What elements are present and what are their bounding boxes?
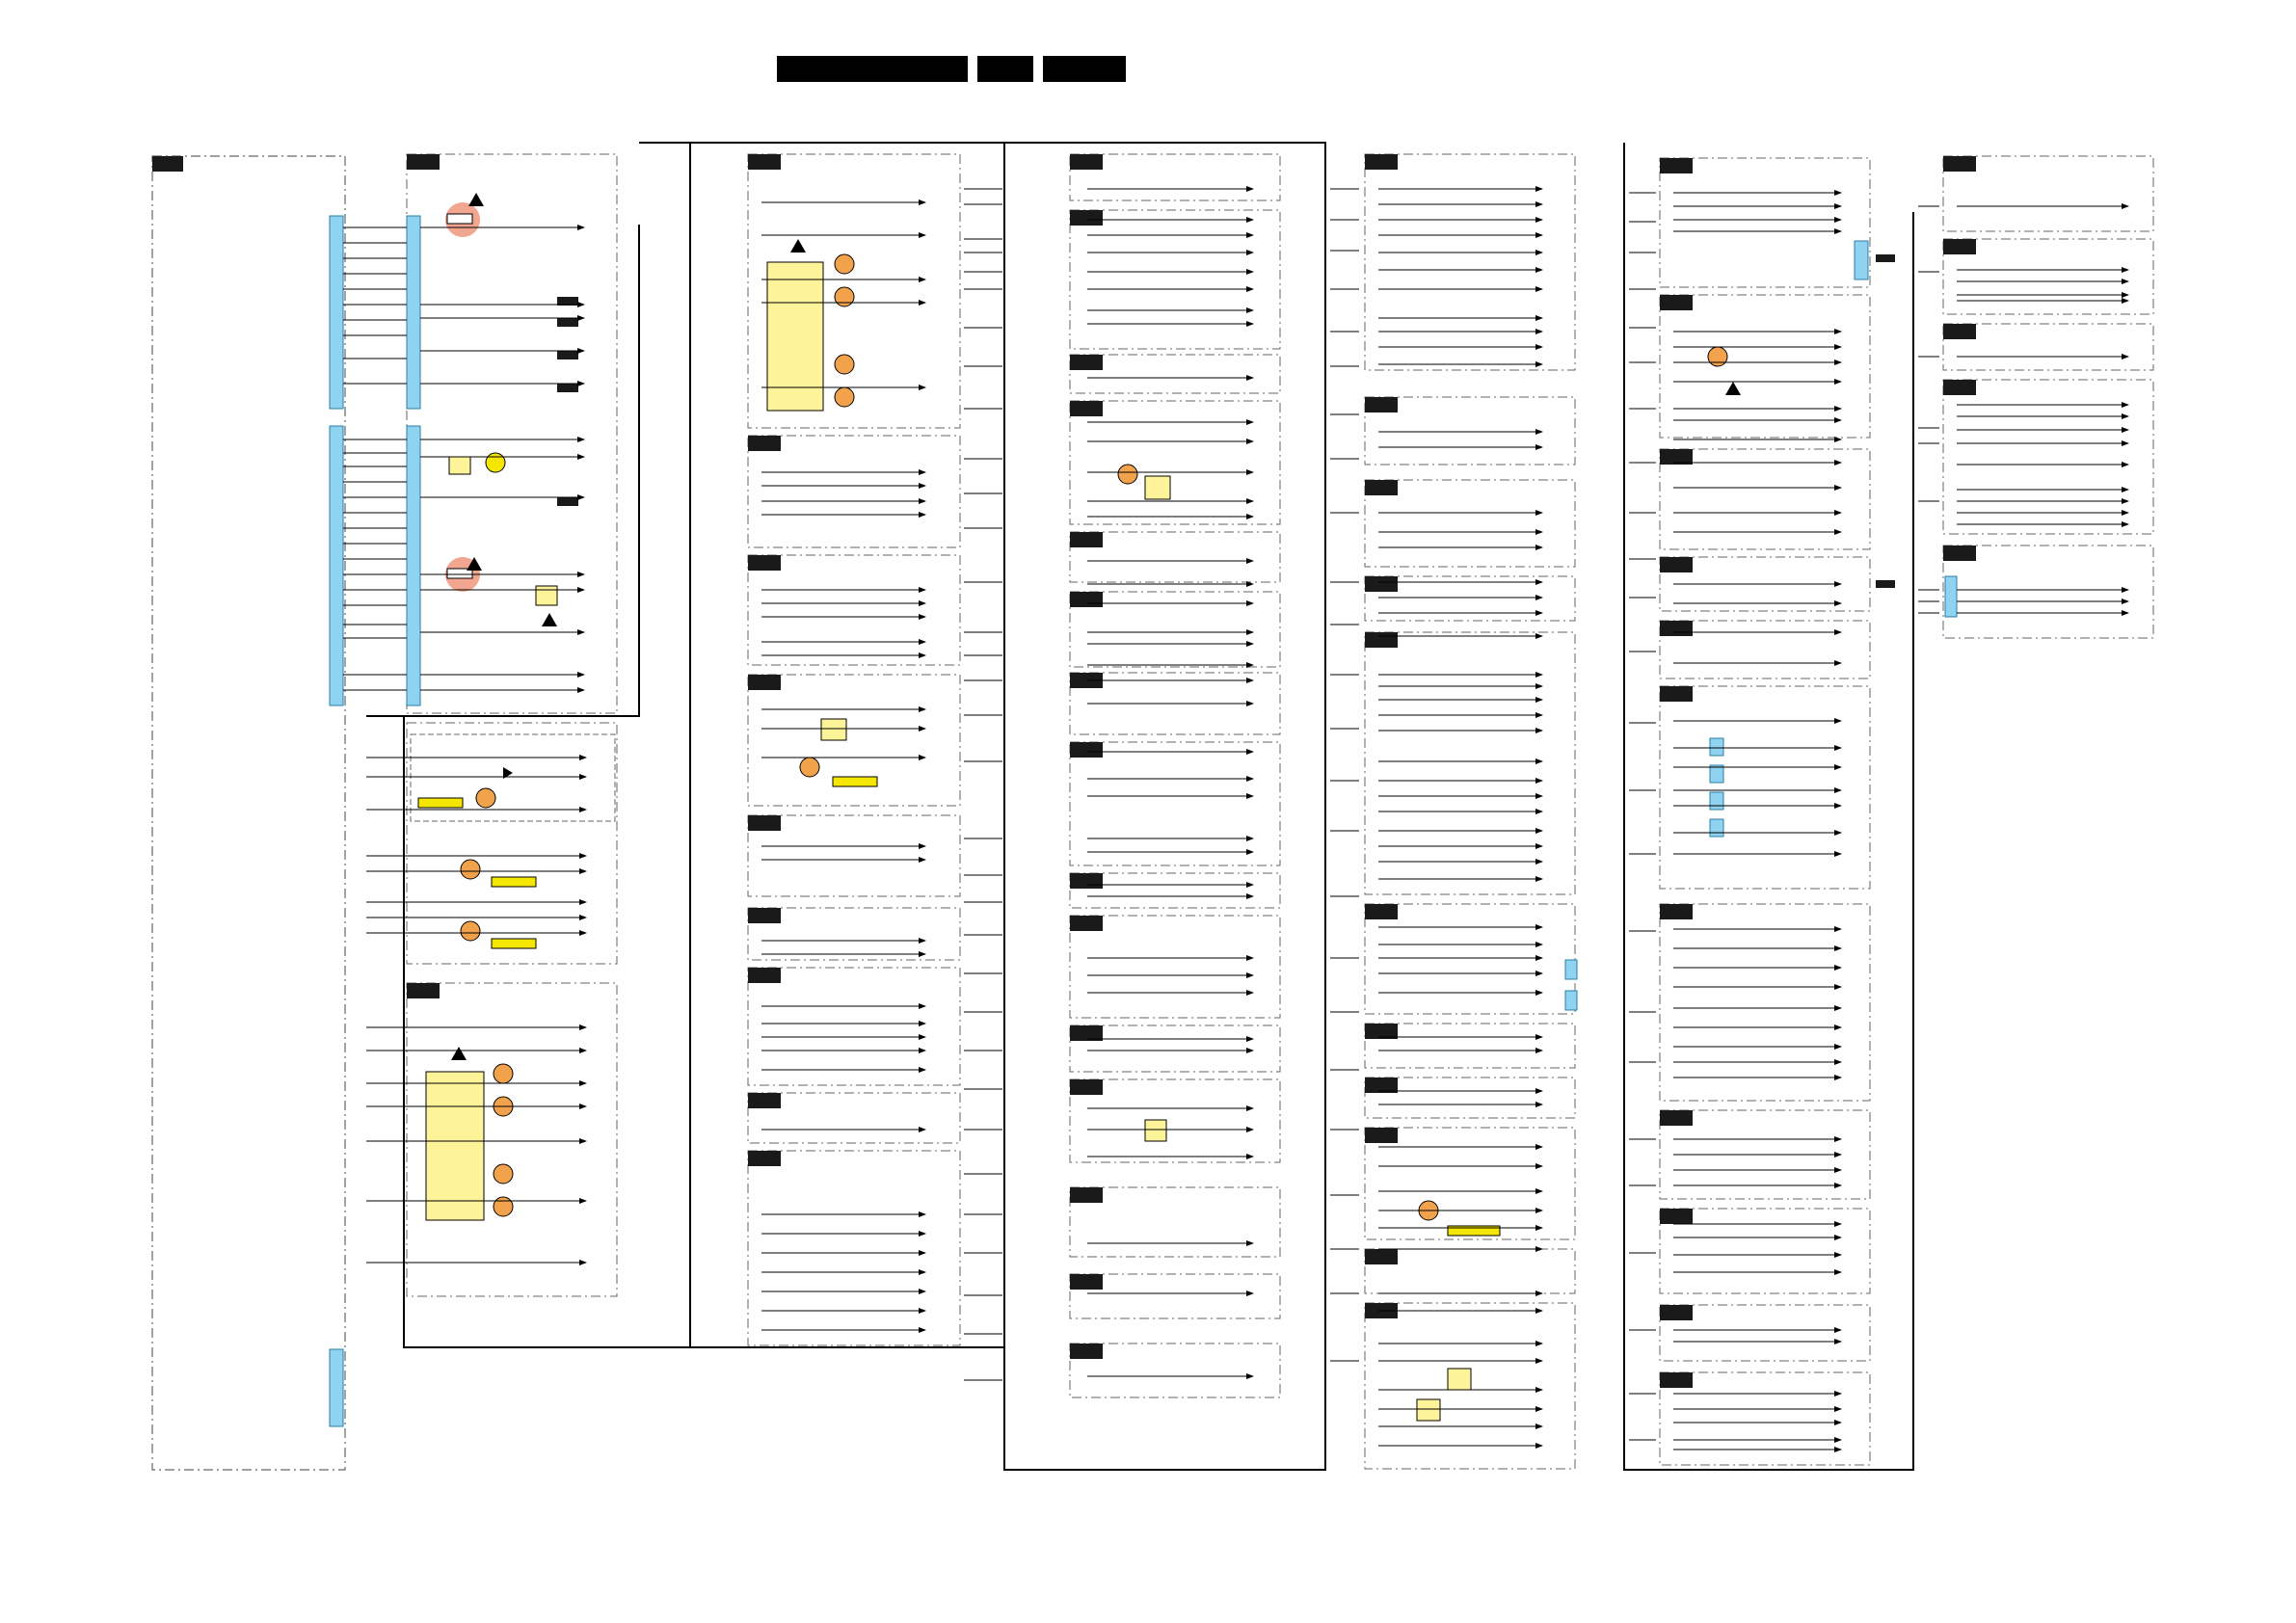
power-connector-2 [407, 426, 420, 705]
col2-label [748, 675, 781, 690]
transistor-icon [800, 758, 819, 777]
reg-block [536, 586, 557, 605]
title-box-1 [777, 56, 968, 82]
label-b [557, 318, 578, 327]
label-d [557, 384, 578, 392]
left-connector-2 [330, 426, 343, 705]
col2-label [748, 1151, 781, 1166]
column-2-details [748, 154, 877, 1166]
sub-dashed-2 [407, 723, 617, 964]
wire-layer [343, 189, 2128, 1450]
power-input-section [407, 154, 617, 713]
transistor-icon [835, 355, 854, 374]
reg-block-col3 [1145, 476, 1170, 499]
col2-label [748, 1093, 781, 1108]
transistor-icon [1708, 347, 1727, 366]
col2-label [748, 968, 781, 983]
reg-block-col3-b [1145, 1120, 1166, 1141]
left-connector-3 [330, 1349, 343, 1426]
label-c [557, 351, 578, 359]
title-box-2 [977, 56, 1033, 82]
column-5-details [1660, 158, 1895, 1388]
relay-block [449, 457, 470, 474]
left-connector-1 [330, 216, 343, 409]
column-3 [1070, 154, 1280, 1397]
left-dashed-frame [152, 156, 345, 1470]
transistor-icon [835, 254, 854, 274]
warning-triangle-icon [542, 613, 557, 626]
column-6 [1943, 156, 2153, 638]
label-col5-top [1876, 254, 1895, 262]
sub-label [407, 983, 440, 998]
col2-label [748, 815, 781, 831]
frame-center [690, 143, 1004, 1347]
power-sub-section [407, 723, 617, 1296]
left-label-box [152, 156, 183, 172]
power-connector-1 [407, 216, 420, 409]
transistor-icon [494, 1197, 513, 1216]
yellow-label-3 [492, 939, 536, 948]
transistor-icon [494, 1164, 513, 1184]
power-label [407, 154, 440, 170]
transistor-icon [461, 921, 480, 941]
warning-triangle-icon [790, 239, 806, 253]
reg-block-col4-b [1417, 1399, 1440, 1421]
warning-triangle-icon [451, 1047, 467, 1060]
title-block [777, 56, 1126, 82]
frame-mid [1004, 143, 1325, 1470]
label-col6 [1876, 580, 1895, 588]
ic-block-upper [767, 262, 823, 411]
ic-block-lower [426, 1072, 484, 1220]
power-dashed-frame [407, 154, 617, 713]
small-conn-4 [1710, 819, 1723, 837]
col2-label [748, 154, 781, 170]
fuse-1 [447, 214, 472, 224]
transistor-icon [476, 788, 495, 808]
left-panel [152, 156, 345, 1470]
small-conn-1 [1710, 738, 1723, 756]
yellow-label-col2 [833, 777, 877, 786]
yellow-label-1 [418, 798, 463, 808]
connector-col4-b [1565, 991, 1577, 1010]
small-conn-3 [1710, 792, 1723, 810]
label-e [557, 497, 578, 506]
column-3-details [1070, 154, 1170, 1359]
transistor-icon [835, 387, 854, 407]
transistor-icon [494, 1064, 513, 1083]
transistor-icon [461, 860, 480, 879]
transistor-icon [486, 453, 505, 472]
transistor-icon [835, 287, 854, 306]
col2-label [748, 555, 781, 571]
column-4-details [1365, 154, 1577, 1421]
reg-block-col4-a [1448, 1369, 1471, 1390]
reg-block-col2 [821, 719, 846, 740]
small-conn-2 [1710, 765, 1723, 783]
col2-label [748, 436, 781, 451]
transistor-icon [1118, 465, 1137, 484]
warning-triangle-icon [1725, 382, 1741, 395]
warning-triangle-icon [468, 193, 484, 206]
connector-col4-a [1565, 960, 1577, 979]
col2-label [748, 908, 781, 923]
connector-col5-top [1855, 241, 1868, 279]
yellow-label-2 [492, 877, 536, 887]
column-5 [1660, 158, 1870, 1465]
connector-col6 [1945, 576, 1957, 617]
column-6-details [1876, 156, 1976, 617]
title-box-3 [1043, 56, 1126, 82]
